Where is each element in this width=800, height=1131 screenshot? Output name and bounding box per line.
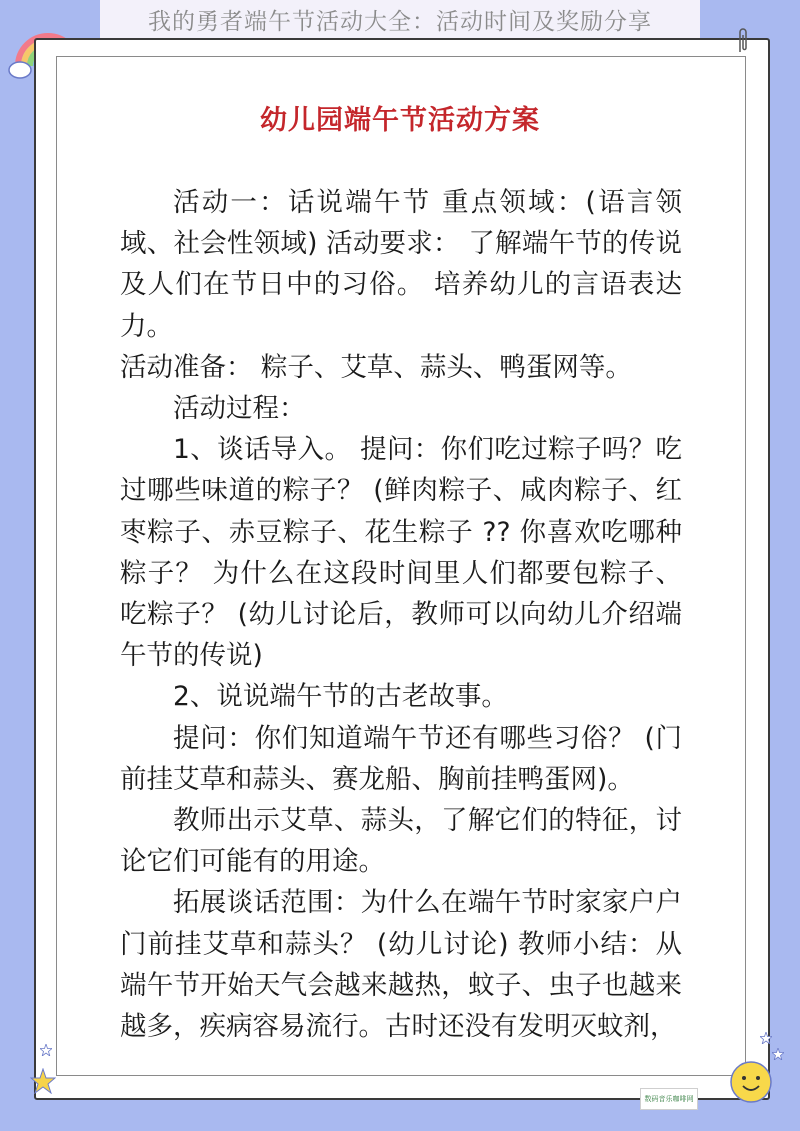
paragraph-teacher-show: 教师出示艾草、蒜头，了解它们的特征，讨论它们可能有的用途。	[120, 805, 682, 878]
paragraph-process-heading: 活动过程：	[173, 393, 306, 425]
document-body	[120, 182, 682, 1047]
document-title: 幼儿园端午节活动方案	[260, 105, 540, 136]
paragraph-question: 提问：你们知道端午节还有哪些习俗？ (门前挂艾草和蒜头、赛龙船、胸前挂鸭蛋网)。	[120, 722, 682, 795]
paragraph-step-2: 2、说说端午节的古老故事。	[173, 681, 508, 713]
paragraph-activity-intro: 活动一：话说端午节 重点领域：(语言领域、社会性领域) 活动要求： 了解端午节的传说及人们在节日中的习俗。 培养幼儿的言语表达力。	[120, 187, 682, 342]
watermark-logo: 数码音乐咖啡网	[640, 1088, 698, 1110]
star-icon	[30, 1068, 56, 1094]
paragraph-extend: 拓展谈话范围：为什么在端午节时家家户户门前挂艾草和蒜头？ (幼儿讨论) 教师小结：从端午节开始天气会越来越热，蚊子、虫子也越来越多，疾病容易流行。古时还没有发明灭蚊剂，	[120, 887, 682, 1043]
small-star-icon	[40, 1044, 52, 1056]
smiley-face-icon	[718, 1054, 780, 1104]
page-banner-title: 我的勇者端午节活动大全：活动时间及奖励分享	[100, 0, 700, 39]
small-star-icon	[772, 1048, 784, 1060]
paragraph-preparation: 活动准备： 粽子、艾草、蒜头、鸭蛋网等。	[120, 351, 632, 383]
small-star-icon	[760, 1032, 772, 1044]
paragraph-step-1: 1、谈话导入。 提问：你们吃过粽子吗？吃过哪些味道的粽子？ (鲜肉粽子、咸肉粽子、红枣粽子、赤豆粽子、花生粽子 ?? 你喜欢吃哪种粽子？ 为什么在这段时间里人们都要包粽子、吃粽子？ (幼儿讨论后，教师可以向幼儿介绍端午节的传说)	[120, 434, 682, 672]
paperclip-icon	[736, 26, 750, 56]
